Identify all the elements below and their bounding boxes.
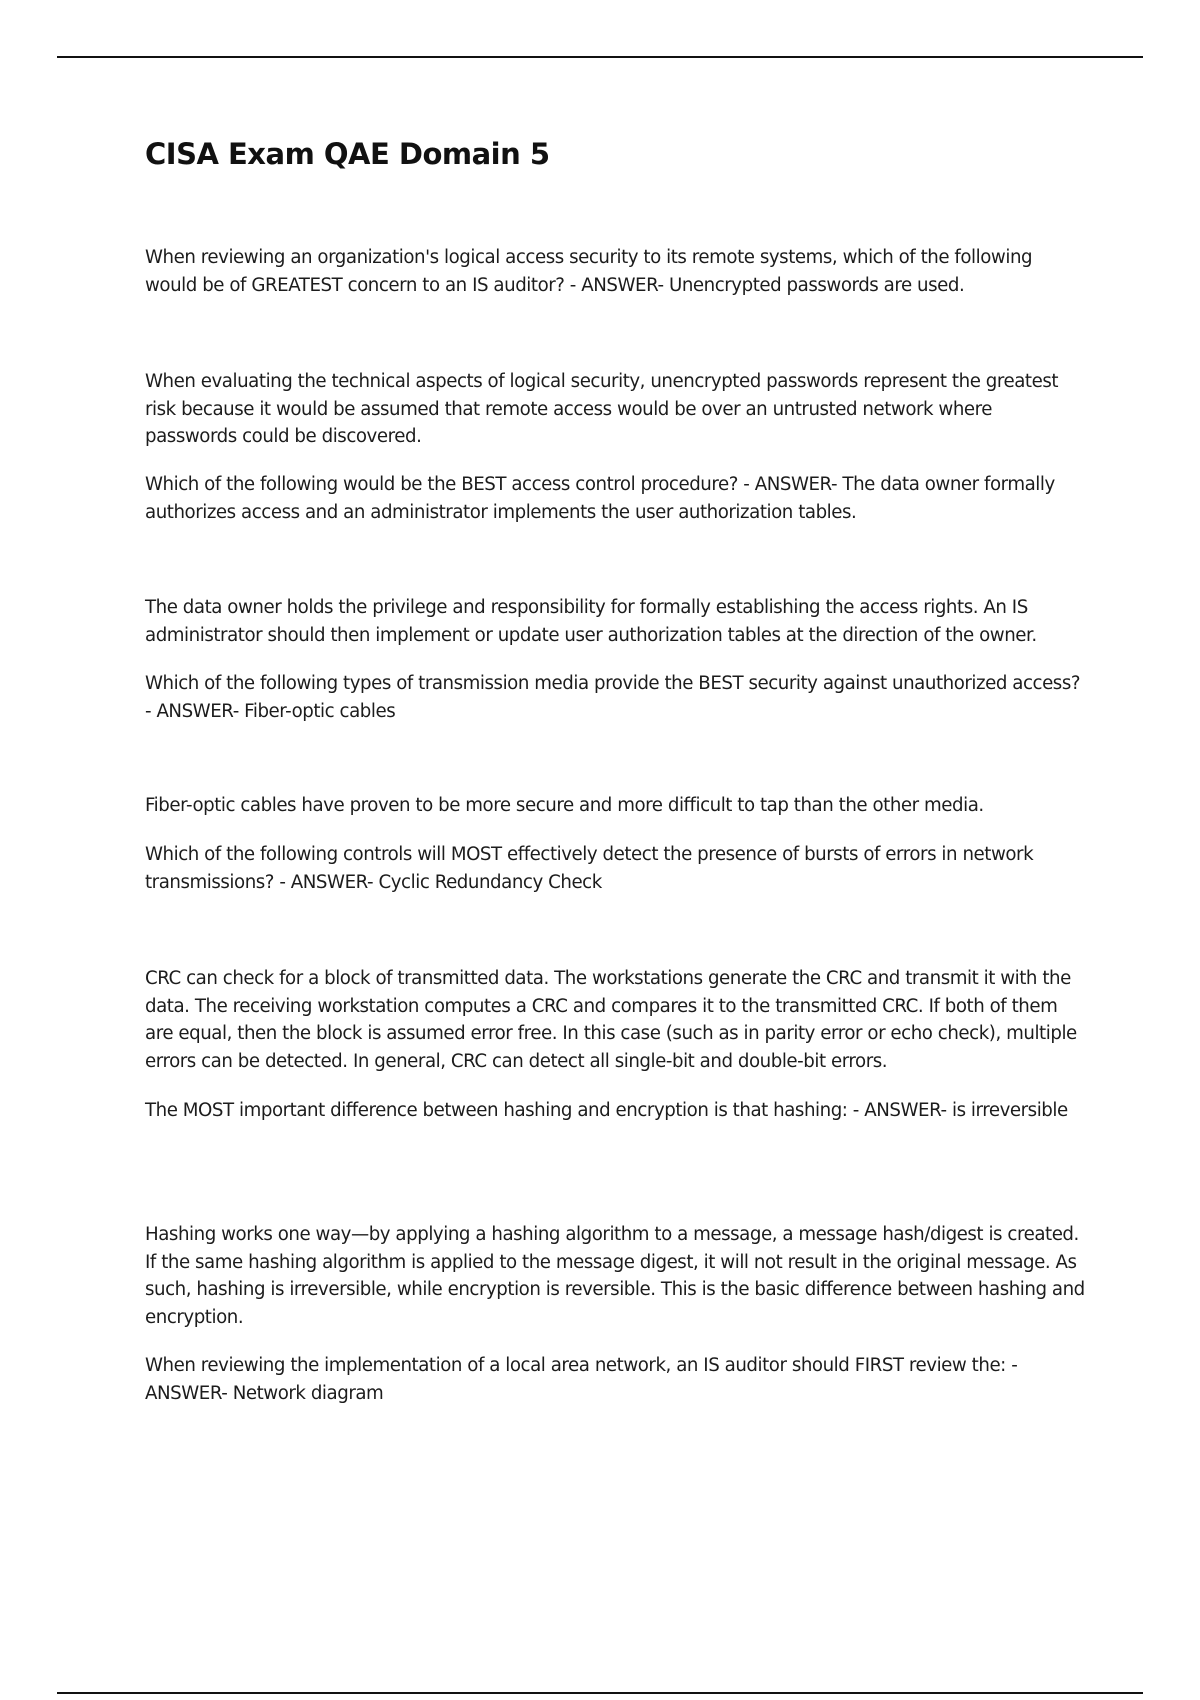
question-6: When reviewing the implementation of a local area network, an IS auditor should FIRST review the: - ANSWER- Network diagram: [145, 1355, 1018, 1404]
explanation-2: The data owner holds the privilege and responsibility for formally establishing the access rights. An IS administrator should then implement or update user authorization tables at the direction of the owner.: [145, 597, 1037, 646]
question-5: The MOST important difference between hashing and encryption is that hashing: - ANSWER- is irreversible: [145, 1100, 1068, 1121]
header-rule: [57, 56, 1143, 58]
explanation-1: When evaluating the technical aspects of logical security, unencrypted passwords represent the greatest risk because it would be assumed that remote access would be over an untrusted network where passwords could be discovered.: [145, 371, 1059, 447]
question-3: Which of the following types of transmission media provide the BEST security against unauthorized access? - ANSWER- Fiber-optic cables: [145, 673, 1081, 722]
question-1: When reviewing an organization's logical access security to its remote systems, which of the following would be of GREATEST concern to an IS auditor? - ANSWER- Unencrypted passwords are used.: [145, 247, 1033, 296]
page-title: CISA Exam QAE Domain 5: [145, 137, 550, 171]
explanation-5: Hashing works one way—by applying a hashing algorithm to a message, a message hash/digest is created. If the same hashing algorithm is applied to the message digest, it will not result in the original message. As such, hashing is irreversible, while encryption is reversible. This is the basic difference between hashing and encryption.: [145, 1224, 1085, 1328]
explanation-3: Fiber-optic cables have proven to be more secure and more difficult to tap than the other media.: [145, 795, 984, 816]
footer-rule: [57, 1692, 1143, 1694]
question-2: Which of the following would be the BEST access control procedure? - ANSWER- The data owner formally authorizes access and an administrator implements the user authorization tables.: [145, 474, 1055, 523]
explanation-4: CRC can check for a block of transmitted data. The workstations generate the CRC and transmit it with the data. The receiving workstation computes a CRC and compares it to the transmitted CRC. If both of them are equal, then the block is assumed error free. In this case (such as in parity error or echo check), multiple errors can be detected. In general, CRC can detect all single-bit and double-bit errors.: [145, 968, 1077, 1072]
question-4: Which of the following controls will MOST effectively detect the presence of bursts of errors in network transmissions? - ANSWER- Cyclic Redundancy Check: [145, 844, 1034, 893]
